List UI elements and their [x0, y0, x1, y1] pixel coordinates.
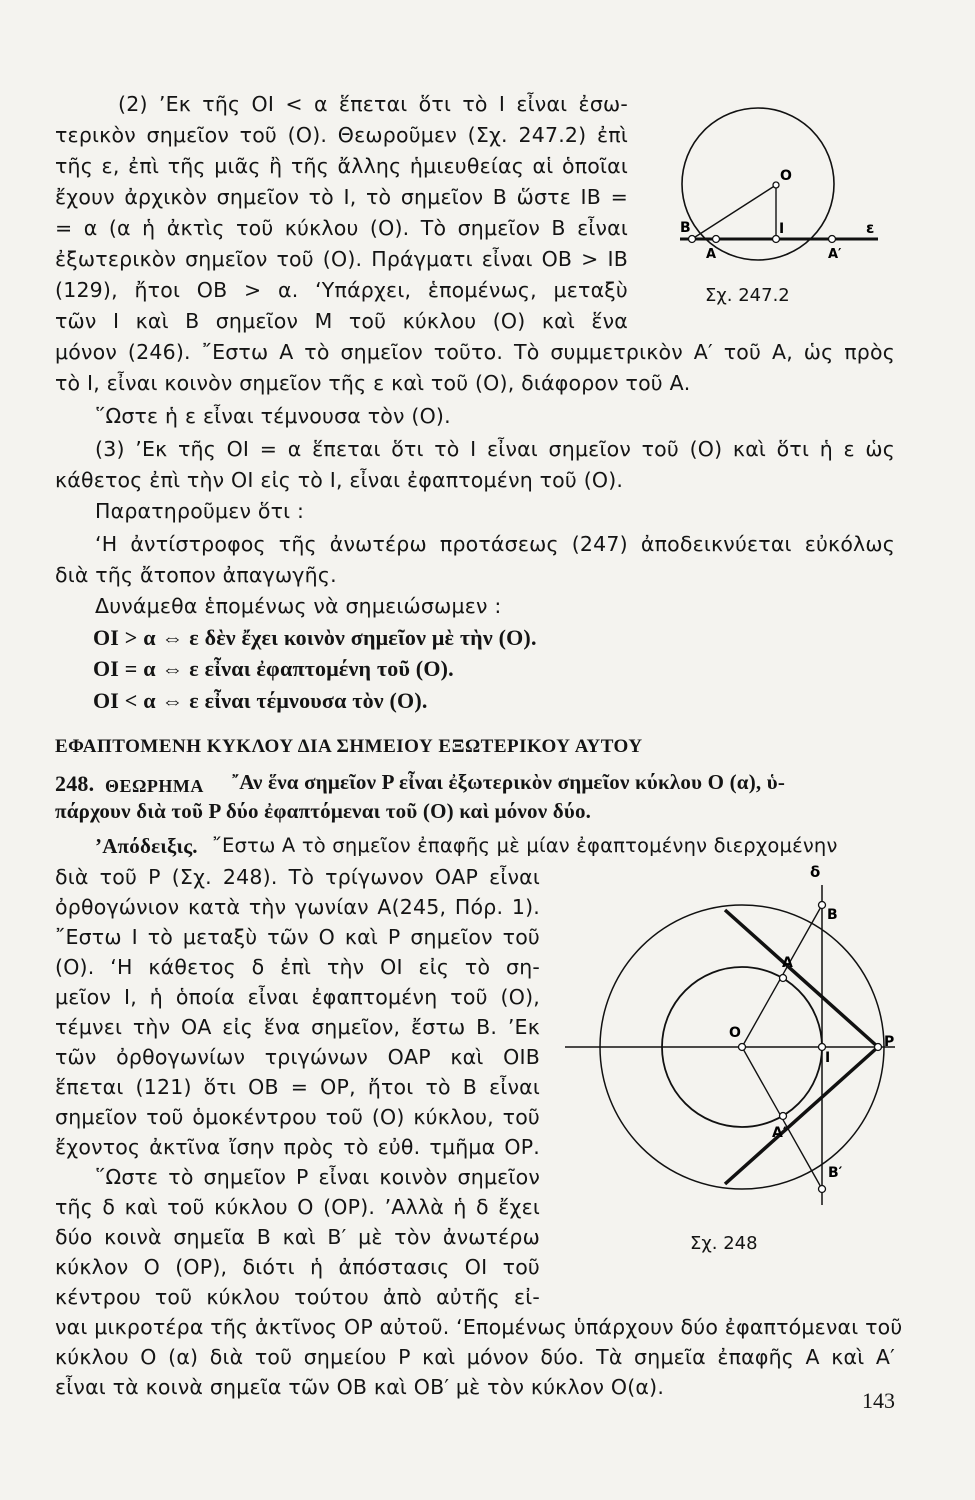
label-a-prime: Α′	[772, 1125, 787, 1141]
label-o: Ο	[780, 168, 792, 184]
relation-line: ΟΙ = α ⇔ ε εἶναι ἐφαπτομένη τοῦ (Ο).	[93, 656, 454, 681]
section-heading: ΕΦΑΠΤΟΜΕΝΗ ΚΥΚΛΟΥ ΔΙΑ ΣΗΜΕΙΟΥ ΕΞΩΤΕΡΙΚΟΥ ΑΥΤΟΥ	[55, 736, 643, 757]
theorem-text: ῎Αν ἕνα σημεῖον Ρ εἶναι ἐξωτερικὸν σημεῖον κύκλου Ο (α), ὑ-	[232, 770, 786, 794]
label-i: Ι	[825, 1050, 831, 1066]
figure-248	[565, 855, 905, 1225]
tangent-pa-prime	[725, 1047, 878, 1184]
point-b	[689, 236, 696, 243]
label-a: Α	[782, 955, 793, 971]
text-line: ‘Η ἀντίστροφος τῆς ἀνωτέρω προτάσεως (247) ἀποδεικνύεται εὐκόλως	[95, 532, 895, 556]
point-a-prime	[829, 236, 836, 243]
theorem-number: 248.	[55, 771, 95, 796]
text-line: (129), ἤτοι ΟΒ > α. ‘Υπάρχει, ἑπομένως, μεταξὺ	[55, 278, 628, 302]
text-line: μόνον (246). ῎Εστω Α τὸ σημεῖον τοῦτο. Τὸ συμμετρικὸν Α′ τοῦ Α, ὡς πρὸς	[55, 340, 895, 364]
point-a	[780, 975, 787, 982]
text-line: κύκλον Ο (ΟΡ), διότι ἡ ἀπόστασις ΟΙ τοῦ	[55, 1255, 540, 1279]
text-line: ῎Εστω Ι τὸ μεταξὺ τῶν Ο καὶ Ρ σημεῖον τοῦ	[55, 925, 540, 949]
segment-ob	[692, 185, 776, 239]
figure-caption: Σχ. 247.2	[705, 285, 790, 306]
text-line: ῞Ωστε ἡ ε εἶναι τέμνουσα τὸν (Ο).	[95, 404, 451, 428]
label-delta: δ	[810, 863, 821, 881]
label-e: ε	[866, 219, 875, 237]
text-line: κύκλου Ο (α) διὰ τοῦ σημείου Ρ καὶ μόνον δύο. Τὰ σημεῖα ἐπαφῆς Α καὶ Α′	[55, 1345, 895, 1369]
label-a-prime: Α′	[828, 247, 842, 262]
text-line: τῶν Ι καὶ Β σημεῖον Μ τοῦ κύκλου (Ο) καὶ ἕνα	[55, 309, 628, 333]
text-line: τέμνει τὴν ΟΑ εἰς ἕνα σημεῖον, ἔστω Β. ’Εκ	[55, 1015, 540, 1039]
text-line: ῞Ωστε τὸ σημεῖον Ρ εἶναι κοινὸν σημεῖον	[95, 1165, 540, 1189]
page-number: 143	[862, 1388, 895, 1413]
label-b-prime: Β′	[828, 1165, 843, 1181]
theorem-text: πάρχουν διὰ τοῦ Ρ δύο ἐφαπτόμεναι τοῦ (Ο) καὶ μόνον δύο.	[55, 799, 592, 823]
text-line: ἐξωτερικὸν σημεῖον τοῦ (Ο). Πράγματι εἶναι ΟΒ > ΙΒ	[55, 247, 628, 271]
point-o	[773, 182, 779, 188]
text-line: κάθετος ἐπὶ τὴν ΟΙ εἰς τὸ Ι, εἶναι ἐφαπτομένη τοῦ (Ο).	[55, 468, 624, 492]
tangent-pa	[725, 910, 878, 1047]
label-p: Ρ	[884, 1034, 895, 1050]
text-line: ὀρθογώνιον κατὰ τὴν γωνίαν Α(245, Πόρ. 1).	[55, 895, 540, 919]
point-a	[713, 236, 720, 243]
point-o	[739, 1044, 746, 1051]
point-b	[819, 902, 826, 909]
figure-caption: Σχ. 248	[690, 1233, 758, 1254]
text-line: ῎Εστω Α τὸ σημεῖον ἐπαφῆς μὲ μίαν ἐφαπτομένην διερχομένην	[212, 834, 838, 857]
text-line: Δυνάμεθα ἑπομένως νὰ σημειώσωμεν :	[95, 594, 502, 618]
circle-o	[682, 108, 834, 260]
text-line: σημεῖον τοῦ ὁμοκέντρου τοῦ (Ο) κύκλου, τοῦ	[55, 1105, 540, 1129]
text-line: Παρατηροῦμεν ὅτι :	[95, 499, 305, 523]
text-line: τὸ Ι, εἶναι κοινὸν σημεῖον τῆς ε καὶ τοῦ (Ο), διάφορον τοῦ Α.	[55, 371, 691, 395]
text-line: εἶναι τὰ κοινὰ σημεῖα τῶν ΟΒ καὶ ΟΒ′ μὲ τὸν κύκλον Ο(α).	[55, 1375, 665, 1399]
text-line: (Ο). ‘Η κάθετος δ ἐπὶ τὴν ΟΙ εἰς τὸ ση-	[55, 955, 540, 979]
point-p	[875, 1044, 882, 1051]
text-line: τερικὸν σημεῖον τοῦ (Ο). Θεωροῦμεν (Σχ. 247.2) ἐπὶ	[55, 123, 628, 147]
figure-247-2	[640, 100, 900, 280]
text-line: ἕπεται (121) ὅτι ΟΒ = ΟΡ, ἤτοι τὸ Β εἶναι	[55, 1075, 540, 1099]
text-line: διὰ τῆς ἄτοπον ἀπαγωγῆς.	[55, 563, 337, 587]
text-line: διὰ τοῦ Ρ (Σχ. 248). Τὸ τρίγωνον ΟΑΡ εἶναι	[55, 865, 540, 889]
text-line: τῆς ε, ἐπὶ τῆς μιᾶς ἢ τῆς ἄλλης ἡμιευθείας αἱ ὁποῖαι	[55, 154, 628, 178]
point-a-prime	[780, 1113, 787, 1120]
text-line: = α (α ἡ ἀκτὶς τοῦ κύκλου (Ο). Τὸ σημεῖον Β εἶναι	[55, 216, 628, 240]
relation-line: ΟΙ > α ⇔ ε δὲν ἔχει κοινὸν σημεῖον μὲ τὴν (Ο).	[93, 625, 537, 650]
relation-line: ΟΙ < α ⇔ ε εἶναι τέμνουσα τὸν (Ο).	[93, 688, 428, 713]
text-line: ναι μικροτέρα τῆς ἀκτῖνος ΟΡ αὐτοῦ. ‘Επομένως ὑπάρχουν δύο ἐφαπτόμεναι τοῦ	[55, 1315, 903, 1339]
text-line: τῆς δ καὶ τοῦ κύκλου Ο (ΟΡ). ’Αλλὰ ἡ δ ἔχει	[55, 1195, 540, 1219]
text-line: (3) ’Εκ τῆς ΟΙ = α ἕπεται ὅτι τὸ Ι εἶναι σημεῖον τοῦ (Ο) καὶ ὅτι ἡ ε ὡς	[95, 437, 895, 461]
label-a: Α	[706, 247, 717, 262]
text-line: ἔχοντος ἀκτῖνα ἴσην πρὸς τὸ εὐθ. τμῆμα ΟΡ.	[55, 1135, 540, 1159]
text-line: ἔχουν ἀρχικὸν σημεῖον τὸ Ι, τὸ σημεῖον Β ὥστε ΙΒ =	[55, 185, 628, 209]
text-line: κέντρου τοῦ κύκλου τούτου ἀπὸ αὐτῆς εἰ-	[55, 1285, 540, 1309]
label-b: Β	[827, 907, 838, 923]
proof-label: ’Απόδειξις.	[95, 834, 198, 858]
text-line: μεῖον Ι, ἡ ὁποία εἶναι ἐφαπτομένη τοῦ (Ο),	[55, 985, 540, 1009]
text-line: (2) ’Εκ τῆς ΟΙ < α ἕπεται ὅτι τὸ Ι εἶναι ἐσω-	[118, 92, 628, 116]
theorem-label: ΘΕΩΡΗΜΑ	[105, 776, 204, 796]
label-i: Ι	[779, 221, 785, 237]
label-b: Β	[680, 220, 691, 236]
text-line: τῶν ὀρθογωνίων τριγώνων ΟΑΡ καὶ ΟΙΒ	[55, 1045, 540, 1069]
text-line: δύο κοινὰ σημεῖα Β καὶ Β′ μὲ τὸν ἀνωτέρω	[55, 1225, 540, 1249]
point-b-prime	[819, 1186, 826, 1193]
label-o: Ο	[729, 1025, 741, 1041]
